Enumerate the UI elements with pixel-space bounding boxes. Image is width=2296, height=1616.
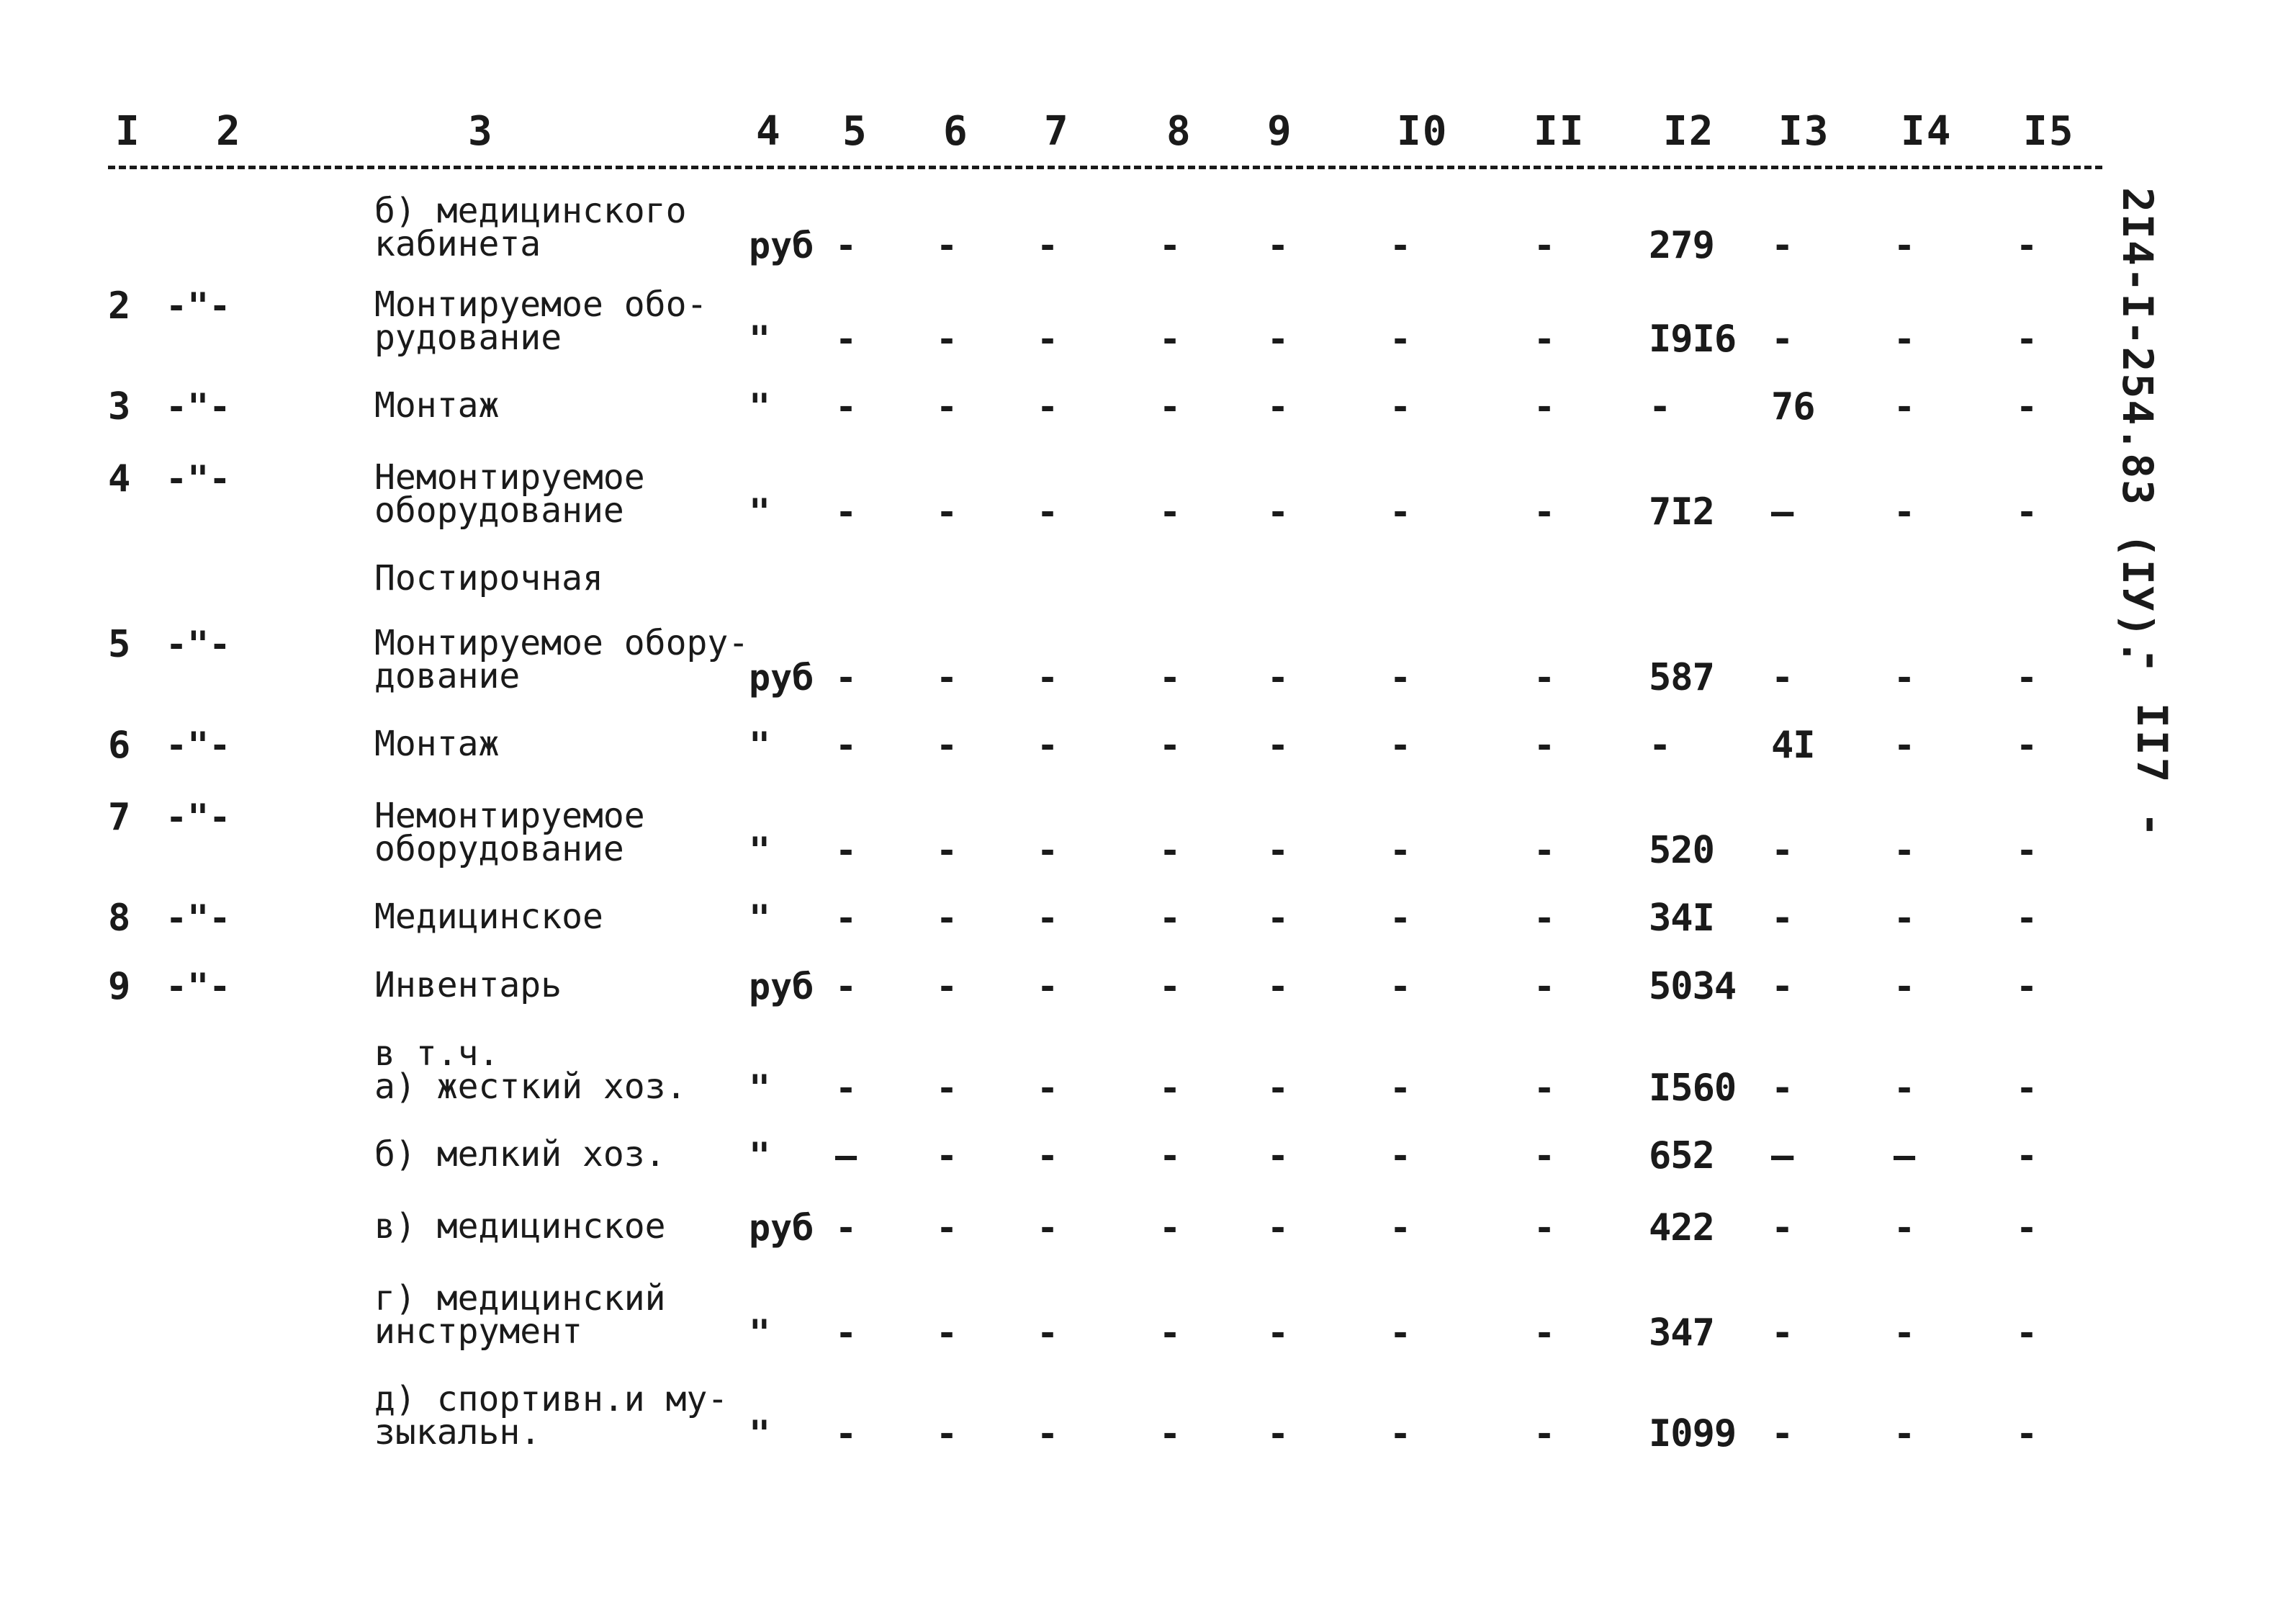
- cell-c14: -: [1894, 1067, 1916, 1109]
- cell-c15: -: [2016, 386, 2038, 428]
- cell-c12: 7I2: [1649, 490, 1714, 534]
- cell-c15: -: [2016, 225, 2038, 266]
- cell-c10: -: [1390, 1312, 1412, 1354]
- col-header-11: II: [1534, 108, 1585, 155]
- cell-c14: -: [1894, 225, 1916, 266]
- row-number: 7: [108, 796, 131, 839]
- cell-c8: -: [1159, 830, 1181, 871]
- cell-c10: -: [1390, 1207, 1412, 1249]
- cell-c12: 652: [1649, 1134, 1714, 1177]
- cell-c11: -: [1534, 657, 1556, 699]
- cell-c7: -: [1037, 1207, 1059, 1249]
- cell-c5: -: [835, 1312, 857, 1354]
- row-ditto-mark: -"-: [166, 285, 231, 327]
- cell-c9: -: [1267, 897, 1289, 939]
- cell-c14: -: [1894, 1312, 1916, 1354]
- cell-c5: —: [835, 1135, 857, 1177]
- cell-c11: -: [1534, 966, 1556, 1007]
- cell-c13: -: [1771, 1206, 1793, 1249]
- cell-c6: -: [936, 897, 958, 939]
- cell-c5: -: [835, 897, 857, 939]
- row-ditto-mark: -"-: [166, 724, 231, 766]
- row-unit: ": [749, 724, 771, 766]
- cell-c15: -: [2016, 897, 2038, 939]
- row-description: г) медицинский: [374, 1278, 666, 1319]
- cell-c11: -: [1534, 1207, 1556, 1249]
- cell-c11: -: [1534, 491, 1556, 533]
- cell-c13: -: [1771, 318, 1793, 361]
- cell-c7: -: [1037, 1413, 1059, 1455]
- cell-c9: -: [1267, 1067, 1289, 1109]
- cell-c15: -: [2016, 1135, 2038, 1177]
- col-header-9: 9: [1267, 108, 1293, 155]
- col-header-15: I5: [2023, 108, 2075, 155]
- cell-c7: -: [1037, 966, 1059, 1007]
- cell-c8: -: [1159, 657, 1181, 699]
- cell-c8: -: [1159, 1067, 1181, 1109]
- cell-c5: -: [835, 1067, 857, 1109]
- cell-c11: -: [1534, 225, 1556, 266]
- cell-c8: -: [1159, 386, 1181, 428]
- cell-c15: -: [2016, 830, 2038, 871]
- col-header-6: 6: [943, 108, 969, 155]
- cell-c8: -: [1159, 225, 1181, 266]
- cell-c12: -: [1649, 724, 1671, 767]
- cell-c13: -: [1771, 897, 1793, 940]
- row-unit: руб: [749, 225, 814, 266]
- row-description: Монтаж: [374, 724, 500, 764]
- cell-c14: -: [1894, 1207, 1916, 1249]
- cell-c15: -: [2016, 724, 2038, 766]
- cell-c11: -: [1534, 386, 1556, 428]
- row-description: Медицинское: [374, 897, 603, 937]
- cell-c5: -: [835, 491, 857, 533]
- cell-c10: -: [1390, 724, 1412, 766]
- cell-c15: -: [2016, 1413, 2038, 1455]
- cell-c9: -: [1267, 491, 1289, 533]
- cell-c12: 347: [1649, 1311, 1714, 1355]
- cell-c14: -: [1894, 491, 1916, 533]
- cell-c12: 422: [1649, 1206, 1714, 1249]
- row-unit: ": [749, 491, 771, 533]
- cell-c11: -: [1534, 1067, 1556, 1109]
- col-header-12: I2: [1663, 108, 1715, 155]
- col-header-13: I3: [1778, 108, 1830, 155]
- cell-c5: -: [835, 318, 857, 360]
- cell-c12: 34I: [1649, 897, 1714, 940]
- cell-c8: -: [1159, 318, 1181, 360]
- row-description-cont: оборудование: [374, 829, 624, 869]
- cell-c9: -: [1267, 225, 1289, 266]
- row-description: Монтируемое обору-: [374, 623, 749, 663]
- cell-c12: -: [1649, 385, 1671, 428]
- row-description: Инвентарь: [374, 965, 562, 1005]
- cell-c7: -: [1037, 897, 1059, 939]
- cell-c6: -: [936, 657, 958, 699]
- cell-c14: -: [1894, 318, 1916, 360]
- cell-c6: -: [936, 830, 958, 871]
- col-header-14: I4: [1901, 108, 1953, 155]
- cell-c7: -: [1037, 491, 1059, 533]
- cell-c7: -: [1037, 724, 1059, 766]
- cell-c9: -: [1267, 724, 1289, 766]
- row-ditto-mark: -"-: [166, 897, 231, 939]
- cell-c14: -: [1894, 966, 1916, 1007]
- cell-c15: -: [2016, 1207, 2038, 1249]
- cell-c6: -: [936, 318, 958, 360]
- cell-c5: -: [835, 657, 857, 699]
- cell-c5: -: [835, 724, 857, 766]
- cell-c10: -: [1390, 1413, 1412, 1455]
- row-unit: ": [749, 1067, 771, 1109]
- cell-c10: -: [1390, 830, 1412, 871]
- cell-c8: -: [1159, 1413, 1181, 1455]
- row-number: 4: [108, 457, 131, 500]
- row-description: в т.ч.: [374, 1033, 500, 1074]
- row-unit: ": [749, 1413, 771, 1455]
- cell-c7: -: [1037, 318, 1059, 360]
- col-header-1: I: [115, 108, 141, 155]
- cell-c14: -: [1894, 657, 1916, 699]
- cell-c6: -: [936, 491, 958, 533]
- cell-c9: -: [1267, 1135, 1289, 1177]
- cell-c12: I560: [1649, 1067, 1737, 1110]
- cell-c10: -: [1390, 491, 1412, 533]
- cell-c10: -: [1390, 1135, 1412, 1177]
- col-header-4: 4: [756, 108, 782, 155]
- cell-c13: -: [1771, 1067, 1793, 1110]
- cell-c5: -: [835, 966, 857, 1007]
- cell-c6: -: [936, 1413, 958, 1455]
- row-description-cont: инструмент: [374, 1311, 582, 1352]
- document-code: 2I4-I-254.83 (IУ).: [2113, 187, 2162, 666]
- row-description-cont: а) жесткий хоз.: [374, 1067, 687, 1107]
- cell-c7: -: [1037, 386, 1059, 428]
- cell-c14: -: [1894, 897, 1916, 939]
- cell-c7: -: [1037, 1067, 1059, 1109]
- cell-c9: -: [1267, 830, 1289, 871]
- cell-c13: 4I: [1771, 724, 1815, 767]
- header-dashed-rule: [108, 166, 2102, 169]
- cell-c12: 520: [1649, 829, 1714, 872]
- cell-c11: -: [1534, 897, 1556, 939]
- row-number: 5: [108, 623, 131, 666]
- cell-c9: -: [1267, 657, 1289, 699]
- cell-c6: -: [936, 966, 958, 1007]
- cell-c15: -: [2016, 491, 2038, 533]
- row-number: 8: [108, 897, 131, 940]
- cell-c13: -: [1771, 1412, 1793, 1455]
- cell-c14: -: [1894, 386, 1916, 428]
- cell-c7: -: [1037, 657, 1059, 699]
- cell-c7: -: [1037, 225, 1059, 266]
- row-unit: ": [749, 830, 771, 871]
- cell-c11: -: [1534, 318, 1556, 360]
- cell-c9: -: [1267, 1312, 1289, 1354]
- cell-c5: -: [835, 1413, 857, 1455]
- cell-c8: -: [1159, 966, 1181, 1007]
- col-header-2: 2: [216, 108, 242, 155]
- row-description-cont: кабинета: [374, 224, 541, 264]
- cell-c13: -: [1771, 829, 1793, 872]
- cell-c10: -: [1390, 1067, 1412, 1109]
- cell-c8: -: [1159, 491, 1181, 533]
- row-ditto-mark: -"-: [166, 796, 231, 838]
- row-unit: ": [749, 318, 771, 360]
- cell-c13: -: [1771, 1311, 1793, 1355]
- cell-c5: -: [835, 386, 857, 428]
- row-unit: ": [749, 1312, 771, 1354]
- cell-c13: -: [1771, 965, 1793, 1008]
- cell-c10: -: [1390, 897, 1412, 939]
- cell-c9: -: [1267, 318, 1289, 360]
- row-description: д) спортивн.и му-: [374, 1379, 729, 1419]
- row-unit: руб: [749, 657, 814, 699]
- cell-c13: —: [1771, 1134, 1793, 1177]
- row-number: 6: [108, 724, 131, 767]
- row-unit: руб: [749, 966, 814, 1007]
- cell-c8: -: [1159, 897, 1181, 939]
- cell-c5: -: [835, 225, 857, 266]
- cell-c6: -: [936, 1207, 958, 1249]
- cell-c10: -: [1390, 225, 1412, 266]
- row-description: Монтируемое обо-: [374, 284, 708, 325]
- cell-c7: -: [1037, 1135, 1059, 1177]
- cell-c10: -: [1390, 657, 1412, 699]
- cell-c15: -: [2016, 318, 2038, 360]
- cell-c11: -: [1534, 724, 1556, 766]
- cell-c8: -: [1159, 1135, 1181, 1177]
- cell-c12: I099: [1649, 1412, 1737, 1455]
- cell-c12: I9I6: [1649, 318, 1737, 361]
- cell-c6: -: [936, 386, 958, 428]
- row-ditto-mark: -"-: [166, 624, 231, 665]
- cell-c13: -: [1771, 656, 1793, 699]
- cell-c13: 76: [1771, 385, 1815, 428]
- page-number: - II7 -: [2128, 648, 2176, 840]
- row-description: в) медицинское: [374, 1206, 666, 1247]
- cell-c14: -: [1894, 1413, 1916, 1455]
- cell-c15: -: [2016, 1067, 2038, 1109]
- cell-c7: -: [1037, 1312, 1059, 1354]
- col-header-8: 8: [1166, 108, 1192, 155]
- col-header-10: I0: [1397, 108, 1449, 155]
- cell-c6: -: [936, 225, 958, 266]
- cell-c6: -: [936, 1067, 958, 1109]
- cell-c9: -: [1267, 386, 1289, 428]
- cell-c12: 279: [1649, 224, 1714, 267]
- row-description-cont: дование: [374, 656, 521, 696]
- cell-c14: —: [1894, 1135, 1916, 1177]
- row-description: Постирочная: [374, 558, 603, 598]
- cell-c15: -: [2016, 1312, 2038, 1354]
- cell-c6: -: [936, 1312, 958, 1354]
- cell-c13: —: [1771, 490, 1793, 534]
- cell-c8: -: [1159, 724, 1181, 766]
- cell-c14: -: [1894, 724, 1916, 766]
- cell-c9: -: [1267, 1207, 1289, 1249]
- cell-c6: -: [936, 724, 958, 766]
- row-number: 3: [108, 385, 131, 428]
- cell-c5: -: [835, 1207, 857, 1249]
- row-ditto-mark: -"-: [166, 966, 231, 1007]
- cell-c11: -: [1534, 1135, 1556, 1177]
- row-number: 2: [108, 284, 131, 328]
- row-unit: ": [749, 386, 771, 428]
- row-unit: руб: [749, 1207, 814, 1249]
- row-description: Немонтируемое: [374, 796, 645, 836]
- cell-c10: -: [1390, 966, 1412, 1007]
- col-header-7: 7: [1044, 108, 1070, 155]
- cell-c8: -: [1159, 1312, 1181, 1354]
- row-description: б) мелкий хоз.: [374, 1134, 666, 1175]
- cell-c12: 587: [1649, 656, 1714, 699]
- cell-c7: -: [1037, 830, 1059, 871]
- cell-c9: -: [1267, 1413, 1289, 1455]
- cell-c14: -: [1894, 830, 1916, 871]
- row-ditto-mark: -"-: [166, 386, 231, 428]
- cell-c15: -: [2016, 966, 2038, 1007]
- row-description: Немонтируемое: [374, 457, 645, 498]
- row-unit: ": [749, 1135, 771, 1177]
- row-description: Монтаж: [374, 385, 500, 426]
- cell-c6: -: [936, 1135, 958, 1177]
- column-header-row: [108, 108, 2102, 173]
- cell-c15: -: [2016, 657, 2038, 699]
- row-ditto-mark: -"-: [166, 458, 231, 500]
- cell-c13: -: [1771, 224, 1793, 267]
- cell-c11: -: [1534, 1413, 1556, 1455]
- cell-c5: -: [835, 830, 857, 871]
- row-description: б) медицинского: [374, 191, 687, 231]
- cell-c8: -: [1159, 1207, 1181, 1249]
- col-header-5: 5: [842, 108, 868, 155]
- cell-c10: -: [1390, 318, 1412, 360]
- cell-c11: -: [1534, 830, 1556, 871]
- col-header-3: 3: [468, 108, 494, 155]
- cell-c9: -: [1267, 966, 1289, 1007]
- row-description-cont: зыкальн.: [374, 1412, 541, 1453]
- row-description-cont: оборудование: [374, 490, 624, 531]
- row-unit: ": [749, 897, 771, 939]
- row-number: 9: [108, 965, 131, 1008]
- cell-c12: 5034: [1649, 965, 1737, 1008]
- cell-c10: -: [1390, 386, 1412, 428]
- cell-c11: -: [1534, 1312, 1556, 1354]
- row-description-cont: рудование: [374, 318, 562, 358]
